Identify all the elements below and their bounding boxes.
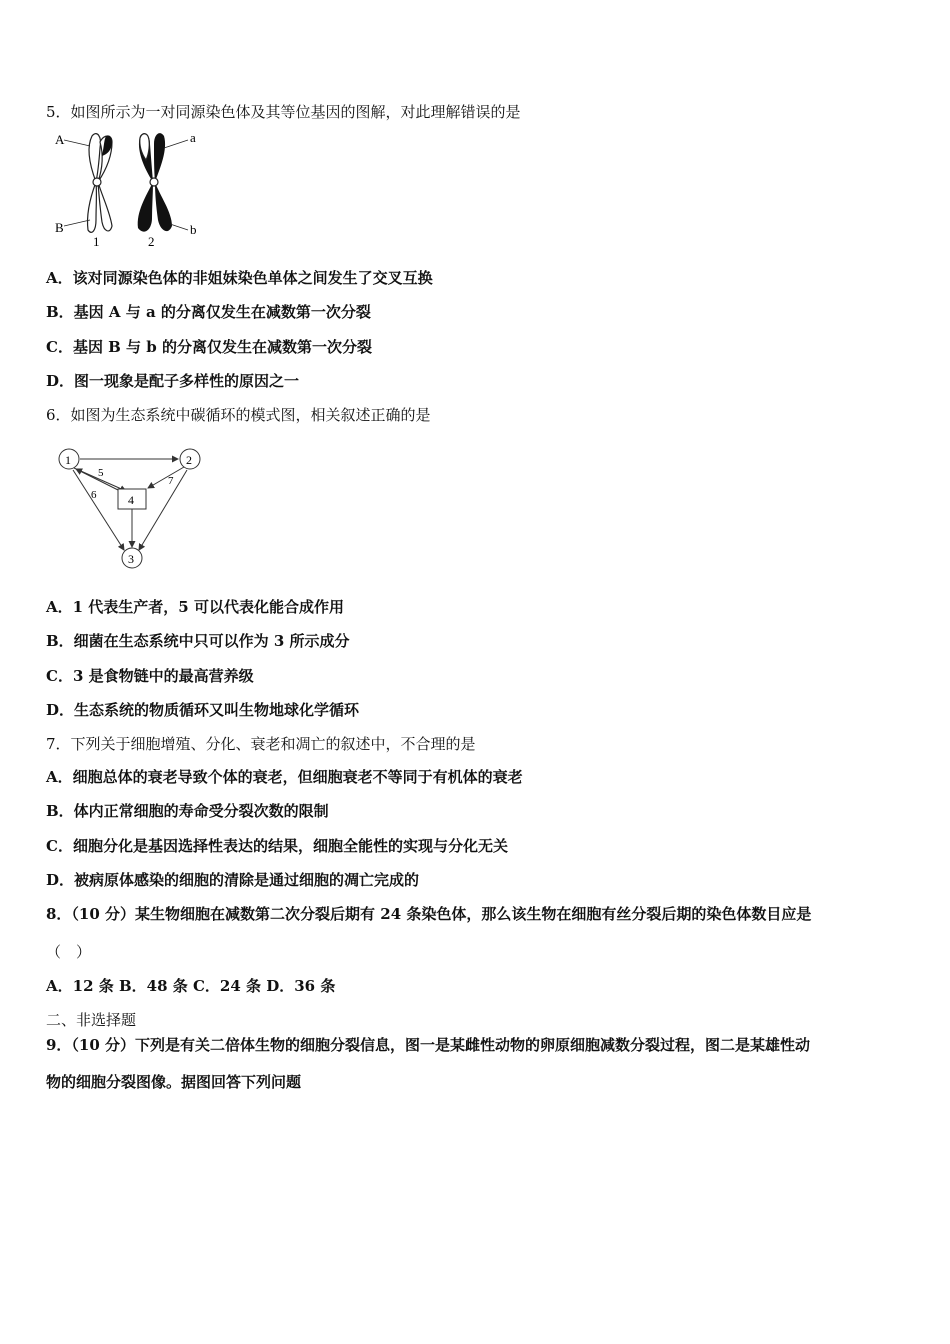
arrow-5-label: 5	[98, 467, 104, 479]
arrow-7-label: 7	[168, 475, 174, 487]
arrow-6-label: 6	[91, 489, 97, 501]
q6-option-c: C．3 是食物链中的最高营养级	[46, 667, 254, 685]
carbon-cycle-diagram	[44, 436, 214, 578]
chromosome-1	[87, 134, 112, 233]
q7-stem: 7．下列关于细胞增殖、分化、衰老和凋亡的叙述中，不合理的是	[46, 735, 476, 753]
q7-option-d: D．被病原体感染的细胞的清除是通过细胞的凋亡完成的	[46, 871, 420, 889]
q7-option-a: A．细胞总体的衰老导致个体的衰老，但细胞衰老不等同于有机体的衰老	[46, 768, 523, 786]
q9-stem-line2: 物的细胞分裂图像。据图回答下列问题	[46, 1073, 302, 1091]
q6-option-b: B．细菌在生态系统中只可以作为 3 所示成分	[46, 632, 350, 650]
q6-option-a: A．1 代表生产者，5 可以代表化能合成作用	[46, 598, 344, 616]
chromosome-2	[138, 133, 172, 231]
section-title: 二、非选择题	[46, 1011, 137, 1029]
label-b: b	[190, 222, 197, 237]
q6-stem: 6．如图为生态系统中碳循环的模式图，相关叙述正确的是	[46, 406, 431, 424]
q8-options: A．12 条 B．48 条 C．24 条 D．36 条	[46, 977, 336, 995]
q8-answer-blank: （ ）	[46, 943, 92, 961]
q5-stem: 5．如图所示为一对同源染色体及其等位基因的图解，对此理解错误的是	[46, 103, 521, 121]
q7-option-c: C．细胞分化是基因选择性表达的结果，细胞全能性的实现与分化无关	[46, 837, 508, 855]
q7-option-b: B．体内正常细胞的寿命受分裂次数的限制	[46, 802, 329, 820]
label-2: 2	[148, 234, 155, 249]
q5-option-d: D．图一现象是配子多样性的原因之一	[46, 372, 300, 390]
q8-stem: 8．（10 分）某生物细胞在减数第二次分裂后期有 24 条染色体，那么该生物在细胞有丝分裂后期的染色体数目应是	[46, 905, 812, 923]
label-B: B	[55, 220, 64, 235]
node-2-label: 2	[186, 453, 192, 467]
chromosome-figure	[50, 126, 210, 250]
label-1: 1	[93, 234, 100, 249]
label-a: a	[190, 130, 196, 145]
q9-stem-line1: 9．（10 分）下列是有关二倍体生物的细胞分裂信息，图一是某雌性动物的卵原细胞减数分裂过程，图二是某雄性动	[46, 1036, 811, 1054]
q5-option-c: C．基因 B 与 b 的分离仅发生在减数第一次分裂	[46, 338, 372, 356]
label-A: A	[55, 132, 65, 147]
q6-option-d: D．生态系统的物质循环又叫生物地球化学循环	[46, 701, 360, 719]
node-4-label: 4	[128, 493, 134, 507]
node-3-label: 3	[128, 552, 134, 566]
node-1-label: 1	[65, 453, 71, 467]
q5-option-b: B．基因 A 与 a 的分离仅发生在减数第一次分裂	[46, 303, 371, 321]
q5-option-a: A．该对同源染色体的非姐妹染色单体之间发生了交叉互换	[46, 269, 433, 287]
